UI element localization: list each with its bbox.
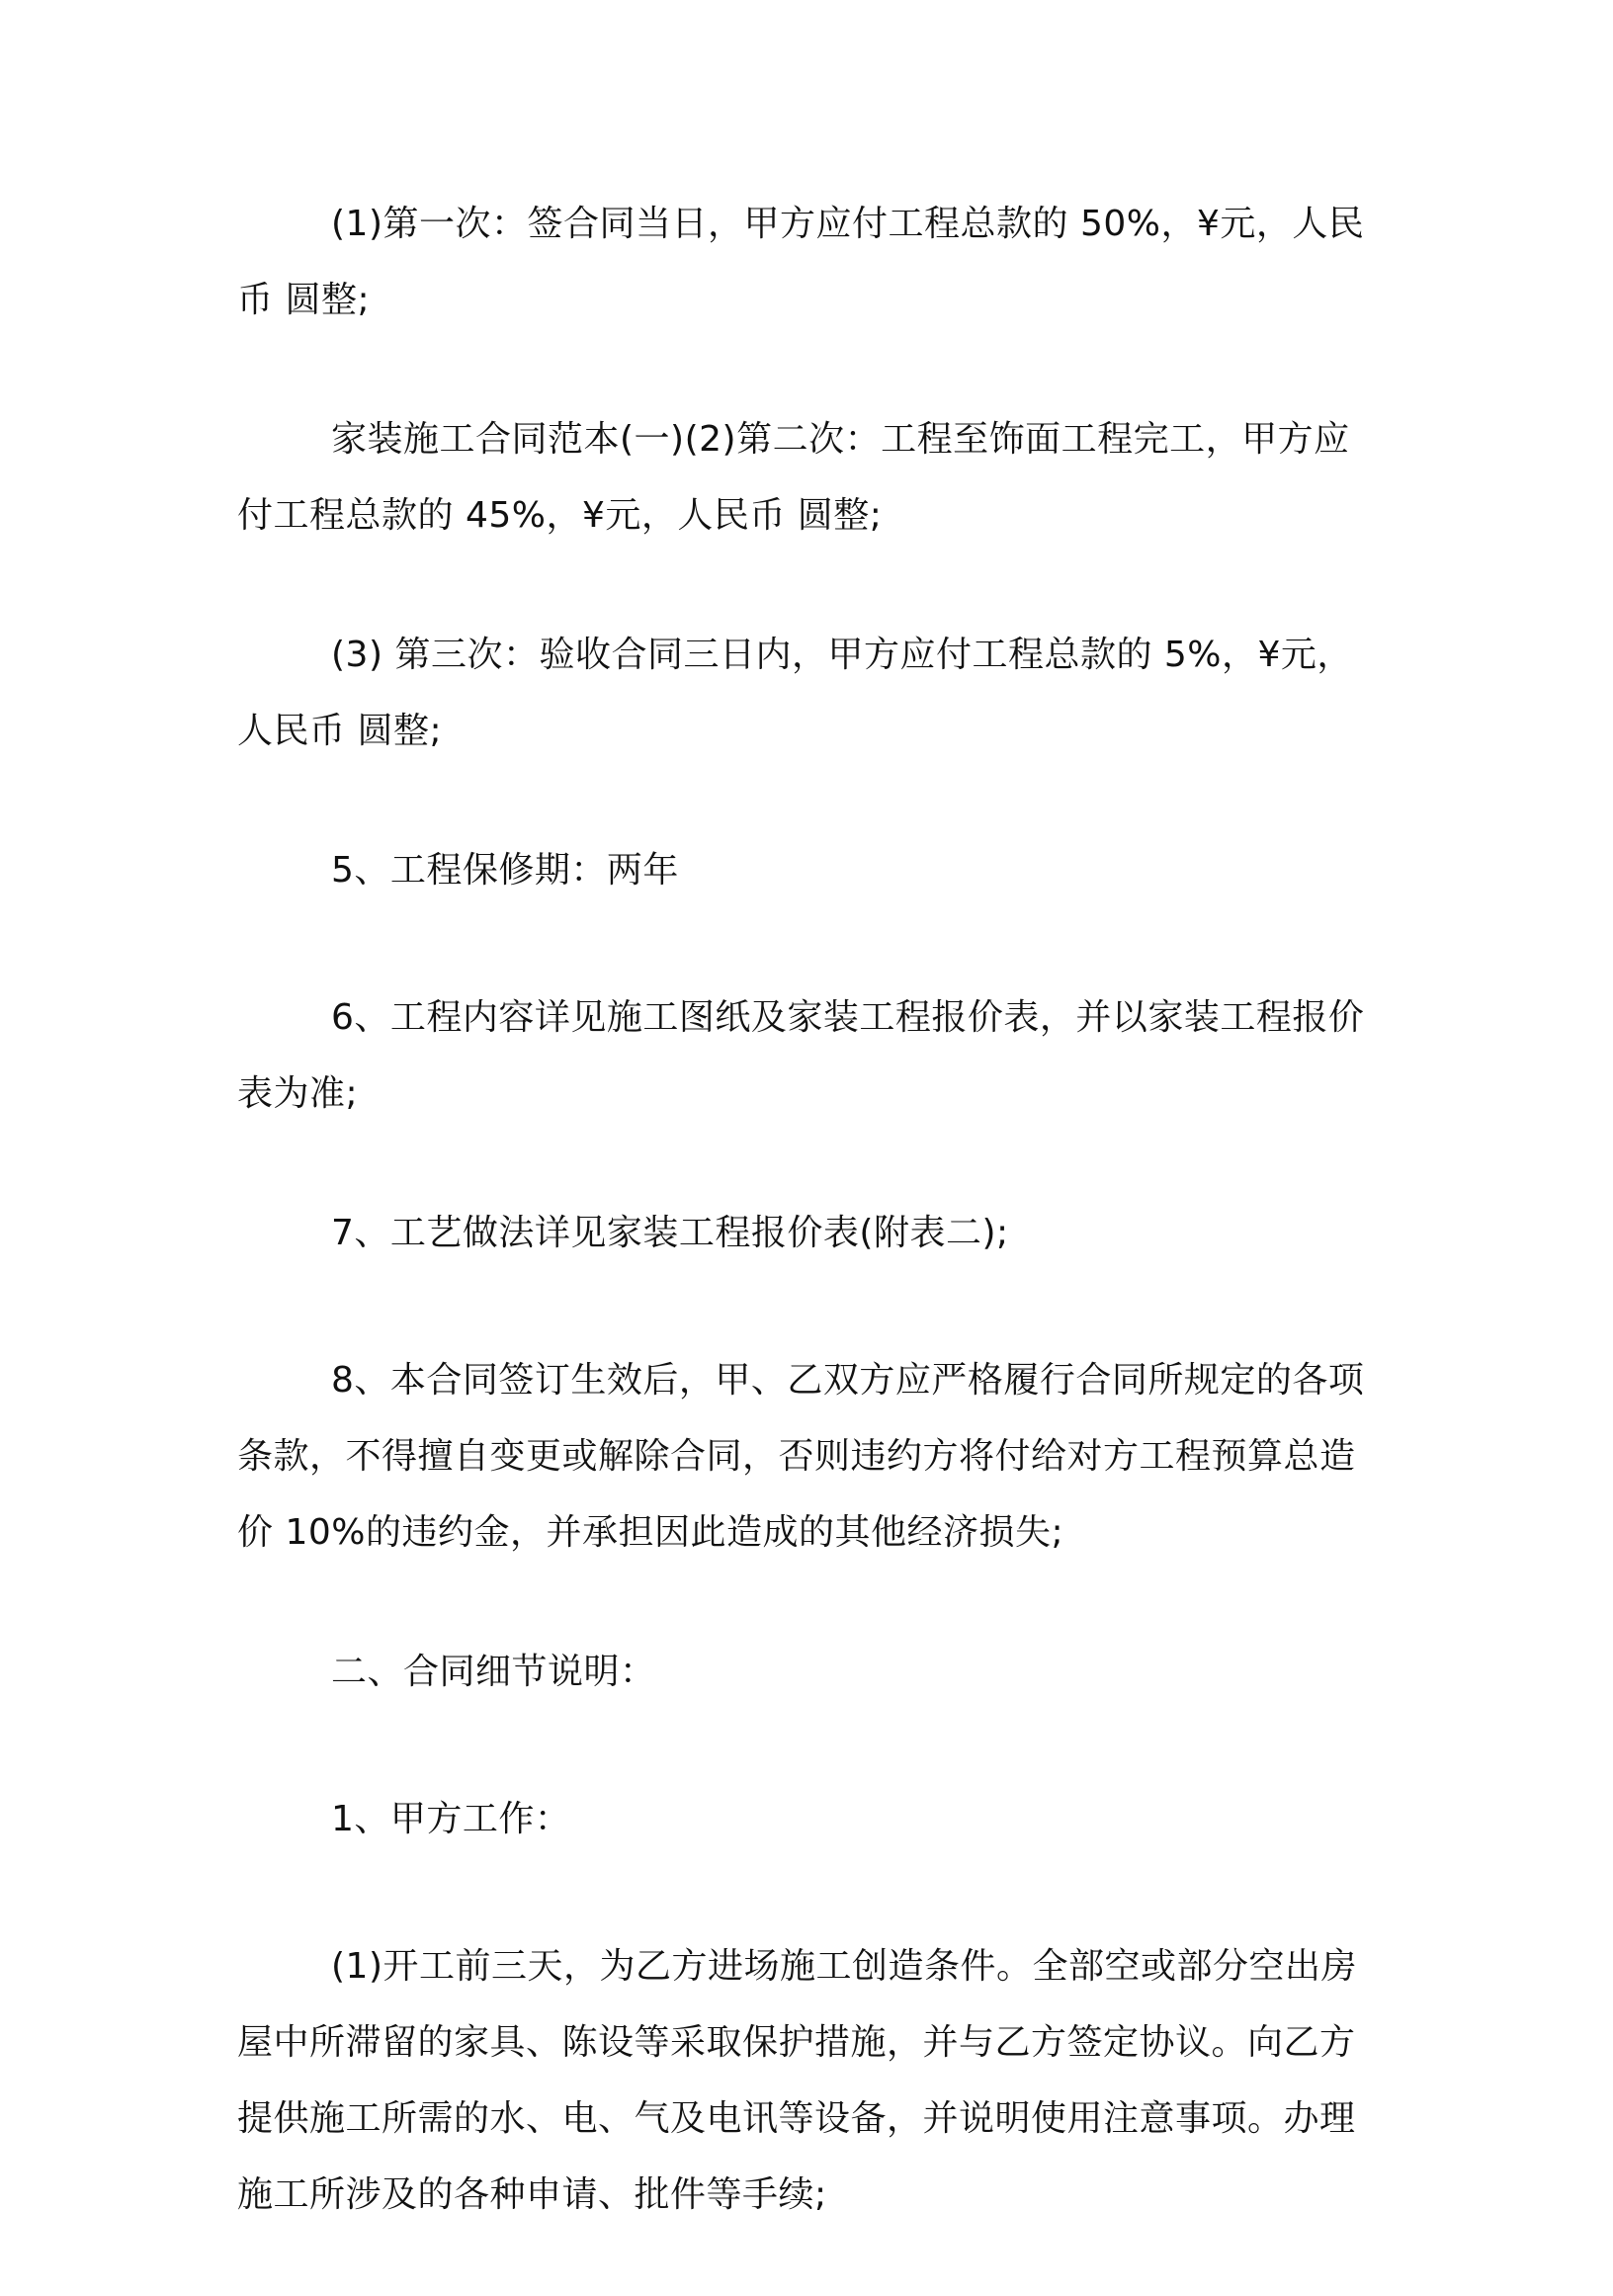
payment-first-installment: (1)第一次：签合同当日，甲方应付工程总款的 50%，¥元，人民币 圆整;	[237, 204, 1365, 320]
party-a-duty-1: (1)开工前三天，为乙方进场施工创造条件。全部空或部分空出房屋中所滞留的家具、陈设等采取保护措施，并与乙方签定协议。向乙方提供施工所需的水、电、气及电讯等设备，并说明使用注意事项。办理施工所涉及的各种申请、批件等手续;	[237, 1946, 1357, 2215]
payment-third-installment: (3) 第三次：验收合同三日内，甲方应付工程总款的 5%，¥元，人民币 圆整;	[237, 635, 1353, 751]
work-content-clause: 6、工程内容详见施工图纸及家装工程报价表，并以家装工程报价表为准;	[237, 997, 1365, 1114]
craft-method-clause: 7、工艺做法详见家装工程报价表(附表二);	[331, 1213, 1009, 1253]
party-a-duties-heading: 1、甲方工作：	[331, 1799, 571, 1839]
section-heading-contract-details: 二、合同细节说明：	[331, 1652, 656, 1692]
payment-second-installment: 家装施工合同范本(一)(2)第二次：工程至饰面工程完工，甲方应付工程总款的 45%，¥元，人民币 圆整;	[237, 419, 1350, 536]
document-page	[237, 186, 1376, 2296]
breach-penalty-clause: 8、本合同签订生效后，甲、乙双方应严格履行合同所规定的各项条款，不得擅自变更或解除合同，否则违约方将付给对方工程预算总造价 10%的违约金，并承担因此造成的其他经济损失;	[237, 1360, 1365, 1553]
warranty-period: 5、工程保修期：两年	[331, 850, 679, 891]
